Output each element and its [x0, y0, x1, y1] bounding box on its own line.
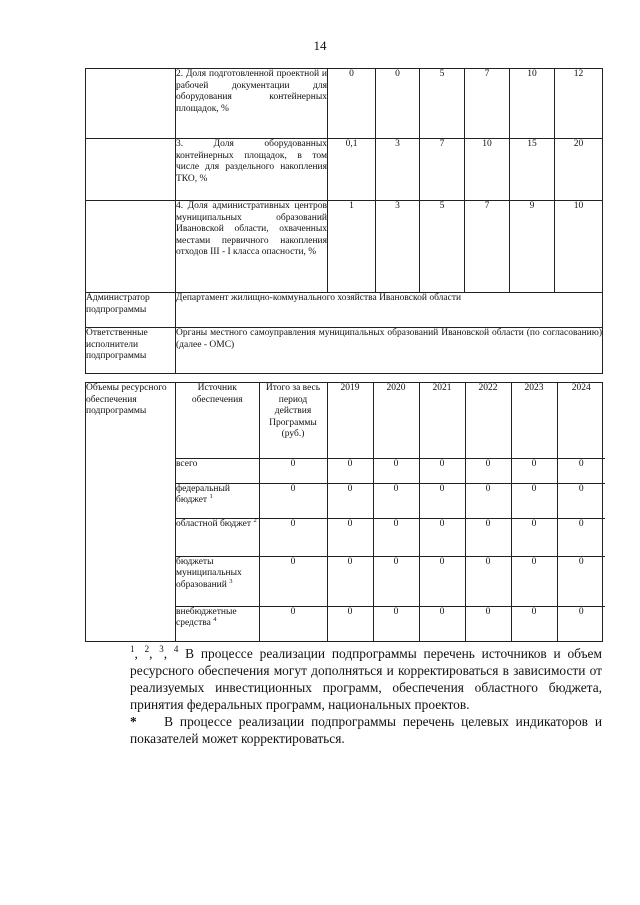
footnote-sources-text: В процессе реализации подпрограммы перечень источников и объем ресурсного обеспечения могут дополняться и корректироваться в зависимости от реализуемых инвестиционных программ, обеспечения областного бюджета, принятия федеральных программ, национальных проектов.: [130, 646, 602, 712]
resources-value: 0: [511, 606, 557, 641]
executors-label: Ответственные исполнители подпрограммы: [86, 328, 176, 374]
resources-row: [176, 458, 605, 483]
resources-source: бюджеты муниципальных образований $^3$: [176, 556, 259, 606]
footnote-mark: 3: [229, 577, 233, 585]
administrator-label: Администратор подпрограммы: [86, 293, 176, 328]
executors-value: Органы местного самоуправления муниципальных образований Ивановской области (по согласованию) (далее - ОМС): [176, 328, 603, 374]
indicator-value: 3: [376, 201, 420, 293]
indicator-value: 9: [510, 201, 555, 293]
resources-value: 0: [511, 556, 557, 606]
indicator-value: 3: [376, 139, 420, 201]
executors-row: [86, 328, 603, 374]
page-number: 14: [313, 38, 327, 53]
resources-row: [176, 556, 605, 606]
footnote-mark: 1: [209, 493, 213, 501]
resources-value: 0: [557, 518, 605, 556]
resources-source: внебюджетные средства $^4$: [176, 606, 259, 641]
empty-label-cell: [86, 139, 176, 201]
resources-source: областной бюджет $^2$: [176, 518, 259, 556]
resources-value: 0: [259, 518, 327, 556]
resources-row: [176, 606, 605, 641]
resources-value: 0: [259, 458, 327, 483]
indicator-value: 7: [420, 139, 465, 201]
year-header: 2024: [557, 383, 605, 458]
resources-header-row: [176, 383, 605, 458]
total-header: Итого за весь период действия Программы (руб.): [259, 383, 327, 458]
footnote-sources: $^1$, $^2$, $^3$, $^4$ В процессе реализации подпрограммы перечень источников и объем ресурсного обеспечения могут дополняться и корректироваться в зависимости от реализуемых инвестиционных программ, обеспечения областного бюджета, принятия федеральных программ, национальных проектов.: [130, 644, 602, 712]
footnote-mark: 4: [213, 616, 217, 624]
resources-inner-table: [176, 383, 605, 641]
resources-value: 0: [259, 606, 327, 641]
resources-value: 0: [419, 458, 465, 483]
resources-label: Объемы ресурсного обеспечения подпрограммы: [86, 383, 176, 642]
resources-value: 0: [373, 606, 419, 641]
resources-value: 0: [419, 606, 465, 641]
year-header: 2021: [419, 383, 465, 458]
footnote-mark: 2: [144, 644, 150, 654]
indicators-table: [85, 68, 603, 374]
year-header: 2023: [511, 383, 557, 458]
indicator-row: [86, 201, 603, 293]
resources-cell: [176, 383, 603, 642]
indicator-row: [86, 69, 603, 139]
year-header: 2020: [373, 383, 419, 458]
resources-value: 0: [557, 458, 605, 483]
resources-value: 0: [557, 556, 605, 606]
indicator-value: 5: [420, 69, 465, 139]
indicator-name: 4. Доля административных центров муниципальных образований Ивановской области, охваченных местами первичного накопления отходов III - I класса опасности, %: [176, 201, 328, 293]
resources-value: 0: [373, 483, 419, 518]
resources-value: 0: [465, 518, 511, 556]
resources-value: 0: [511, 458, 557, 483]
resources-value: 0: [419, 556, 465, 606]
indicator-name: 2. Доля подготовленной проектной и рабочей документации для оборудования контейнерных площадок, %: [176, 69, 328, 139]
resources-table: [85, 382, 603, 642]
resources-value: 0: [557, 606, 605, 641]
resources-row: [176, 483, 605, 518]
footnote-mark: 1: [130, 644, 135, 654]
administrator-value: Департамент жилищно-коммунального хозяйства Ивановской области: [176, 293, 603, 328]
resources-value: 0: [327, 556, 373, 606]
empty-label-cell: [86, 69, 176, 139]
resources-value: 0: [373, 518, 419, 556]
resources-value: 0: [511, 483, 557, 518]
resources-source: всего: [176, 458, 259, 483]
indicator-value: 5: [420, 201, 465, 293]
indicator-value: 7: [465, 69, 510, 139]
footnotes: [85, 645, 602, 747]
resources-value: 0: [465, 458, 511, 483]
resources-value: 0: [511, 518, 557, 556]
resources-value: 0: [373, 458, 419, 483]
indicator-value: 0: [376, 69, 420, 139]
indicator-name: 3. Доля оборудованных контейнерных площадок, в том числе для раздельного накопления ТКО, %: [176, 139, 328, 201]
footnote-mark: 2: [253, 516, 257, 524]
indicator-value: 0: [328, 69, 376, 139]
resources-value: 0: [419, 518, 465, 556]
indicator-value: 15: [510, 139, 555, 201]
indicator-row: [86, 139, 603, 201]
source-header: Источник обеспечения: [176, 383, 259, 458]
indicator-value: 0,1: [328, 139, 376, 201]
footnote-indicators-text: В процессе реализации подпрограммы перечень целевых индикаторов и показателей может корректироваться.: [130, 714, 602, 746]
administrator-row: [86, 293, 603, 328]
indicator-value: 10: [510, 69, 555, 139]
resources-value: 0: [465, 606, 511, 641]
resources-source: федеральный бюджет $^1$: [176, 483, 259, 518]
indicator-value: 10: [555, 201, 603, 293]
resources-value: 0: [465, 483, 511, 518]
resources-value: 0: [259, 556, 327, 606]
empty-label-cell: [86, 201, 176, 293]
footnote-mark: 4: [173, 644, 179, 654]
resources-value: 0: [419, 483, 465, 518]
indicator-value: 7: [465, 201, 510, 293]
resources-value: 0: [465, 556, 511, 606]
indicator-value: 10: [465, 139, 510, 201]
indicator-value: 12: [555, 69, 603, 139]
indicator-value: 1: [328, 201, 376, 293]
year-header: 2022: [465, 383, 511, 458]
resources-value: 0: [327, 606, 373, 641]
footnote-star: *: [130, 714, 137, 729]
footnote-mark: 3: [159, 644, 164, 654]
resources-value: 0: [327, 518, 373, 556]
resources-value: 0: [327, 458, 373, 483]
resources-value: 0: [327, 483, 373, 518]
indicator-value: 20: [555, 139, 603, 201]
year-header: 2019: [327, 383, 373, 458]
resources-value: 0: [557, 483, 605, 518]
resources-value: 0: [259, 483, 327, 518]
resources-row: [176, 518, 605, 556]
resources-value: 0: [373, 556, 419, 606]
footnote-indicators: [85, 713, 602, 747]
